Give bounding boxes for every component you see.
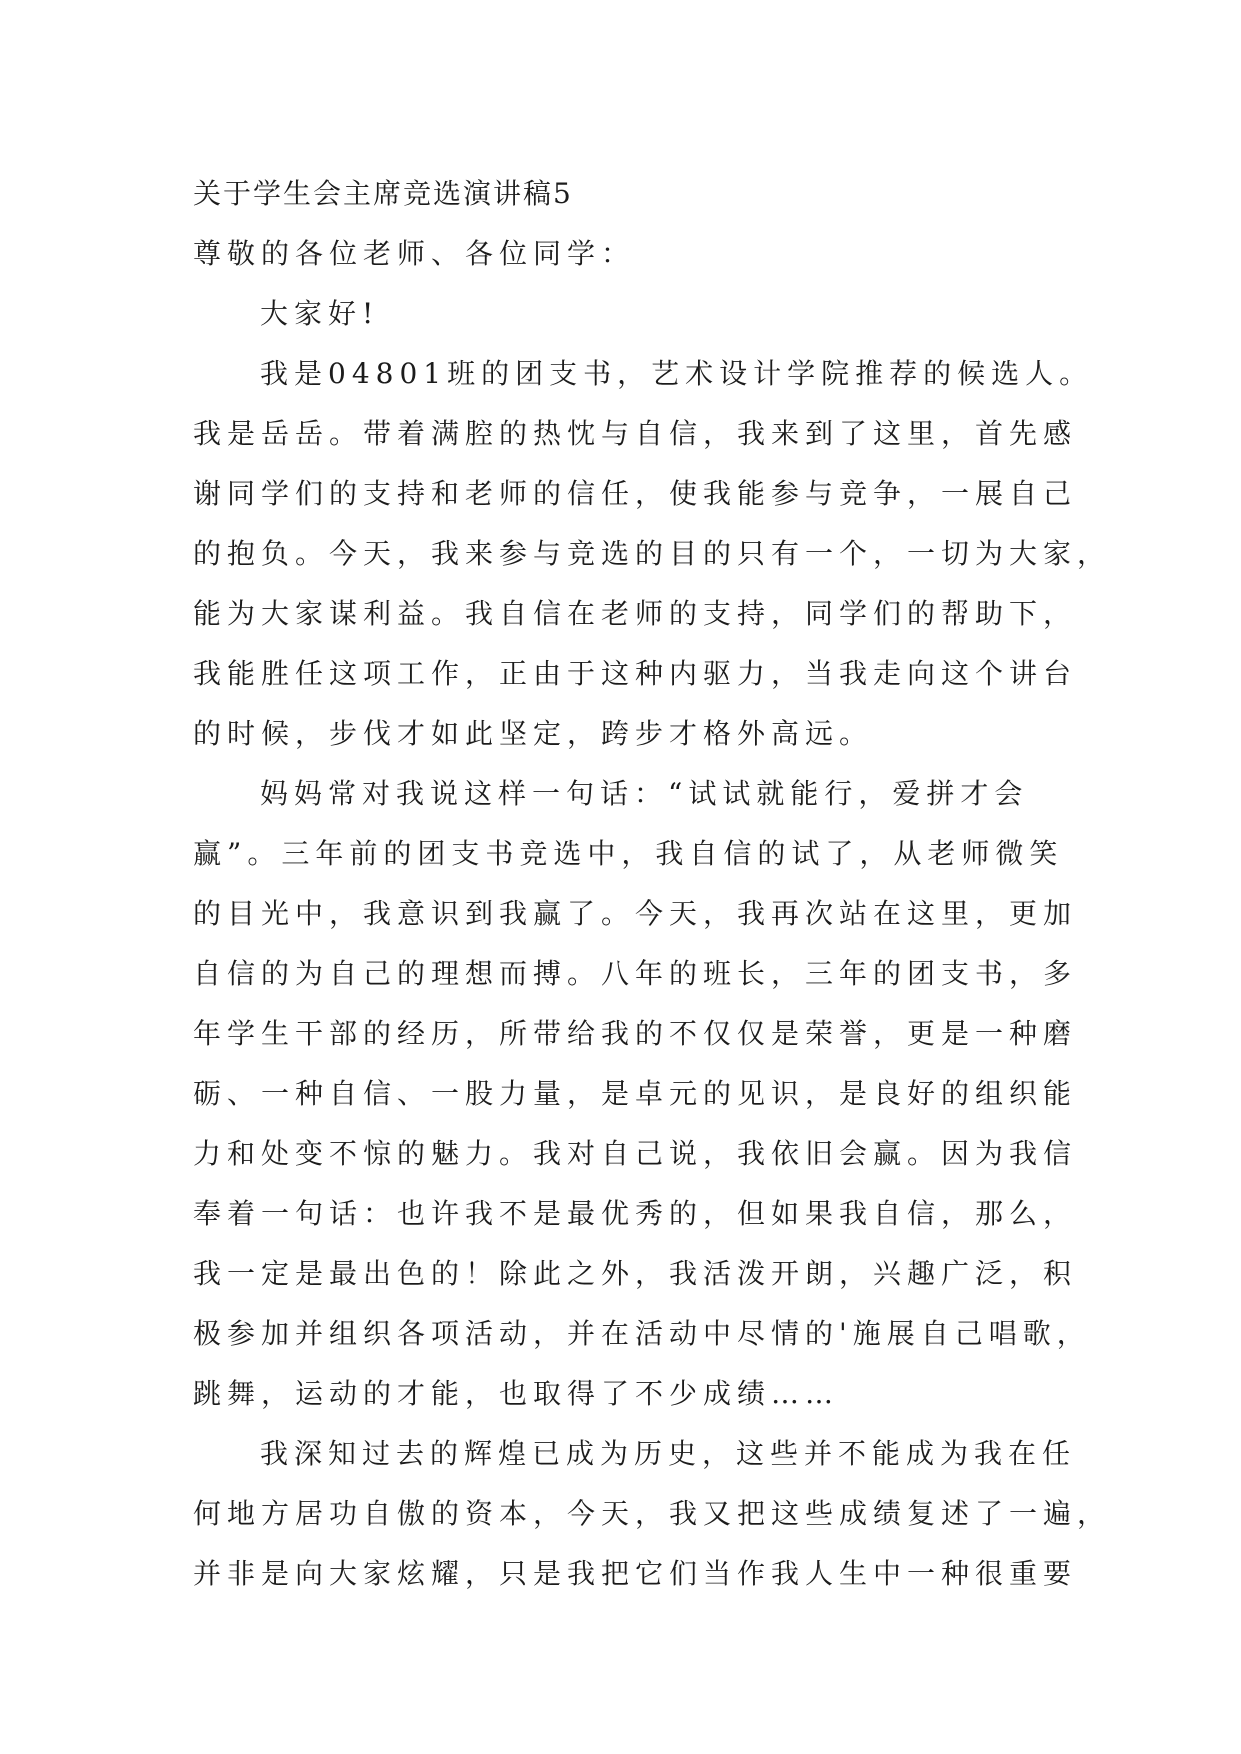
paragraph-3 [193, 1424, 1112, 1604]
paragraph-line: 能为大家谋利益。我自信在老师的支持，同学们的帮助下， [193, 597, 1078, 630]
paragraph-line: 奉着一句话：也许我不是最优秀的，但如果我自信，那么， [193, 1197, 1078, 1230]
paragraph-2 [193, 764, 1091, 1424]
paragraph-line: 我是岳岳。带着满腔的热忱与自信，我来到了这里，首先感 [193, 417, 1078, 450]
paragraph-line: 力和处变不惊的魅力。我对自己说，我依旧会赢。因为我信 [193, 1137, 1078, 1170]
paragraph-line: 谢同学们的支持和老师的信任，使我能参与竞争，一展自己 [193, 477, 1078, 510]
paragraph-line: 极参加并组织各项活动，并在活动中尽情的'施展自己唱歌， [193, 1317, 1091, 1350]
paragraph-line: 并非是向大家炫耀，只是我把它们当作我人生中一种很重要 [193, 1557, 1078, 1590]
salutation: 尊敬的各位老师、各位同学： [193, 237, 636, 270]
paragraph-line: 我一定是最出色的！除此之外，我活泼开朗，兴趣广泛，积 [193, 1257, 1078, 1290]
paragraph-line: 妈妈常对我说这样一句话：“试试就能行，爱拼才会 [260, 777, 1029, 810]
paragraph-line: 的目光中，我意识到我赢了。今天，我再次站在这里，更加 [193, 897, 1078, 930]
paragraph-line: 何地方居功自傲的资本，今天，我又把这些成绩复述了一遍， [193, 1497, 1112, 1530]
paragraph-line: 我是04801班的团支书，艺术设计学院推荐的候选人。 [260, 357, 1094, 390]
document-title: 关于学生会主席竞选演讲稿5 [193, 177, 573, 210]
document-body [193, 164, 1112, 1604]
paragraph-1 [193, 344, 1112, 764]
paragraph-line: 我深知过去的辉煌已成为历史，这些并不能成为我在任 [260, 1437, 1077, 1470]
paragraph-line: 年学生干部的经历，所带给我的不仅仅是荣誉，更是一种磨 [193, 1017, 1078, 1050]
paragraph-line: 我能胜任这项工作，正由于这种内驱力，当我走向这个讲台 [193, 657, 1078, 690]
paragraph-line: 跳舞，运动的才能，也取得了不少成绩…… [193, 1377, 840, 1410]
greeting: 大家好! [260, 297, 380, 330]
paragraph-line: 赢”。三年前的团支书竞选中，我自信的试了，从老师微笑 [193, 837, 1064, 870]
paragraph-line: 的抱负。今天，我来参与竞选的目的只有一个，一切为大家， [193, 537, 1112, 570]
paragraph-line: 砺、一种自信、一股力量，是卓元的见识，是良好的组织能 [193, 1077, 1078, 1110]
paragraph-line: 自信的为自己的理想而搏。八年的班长，三年的团支书，多 [193, 957, 1078, 990]
paragraph-line: 的时候，步伐才如此坚定，跨步才格外高远。 [193, 717, 874, 750]
